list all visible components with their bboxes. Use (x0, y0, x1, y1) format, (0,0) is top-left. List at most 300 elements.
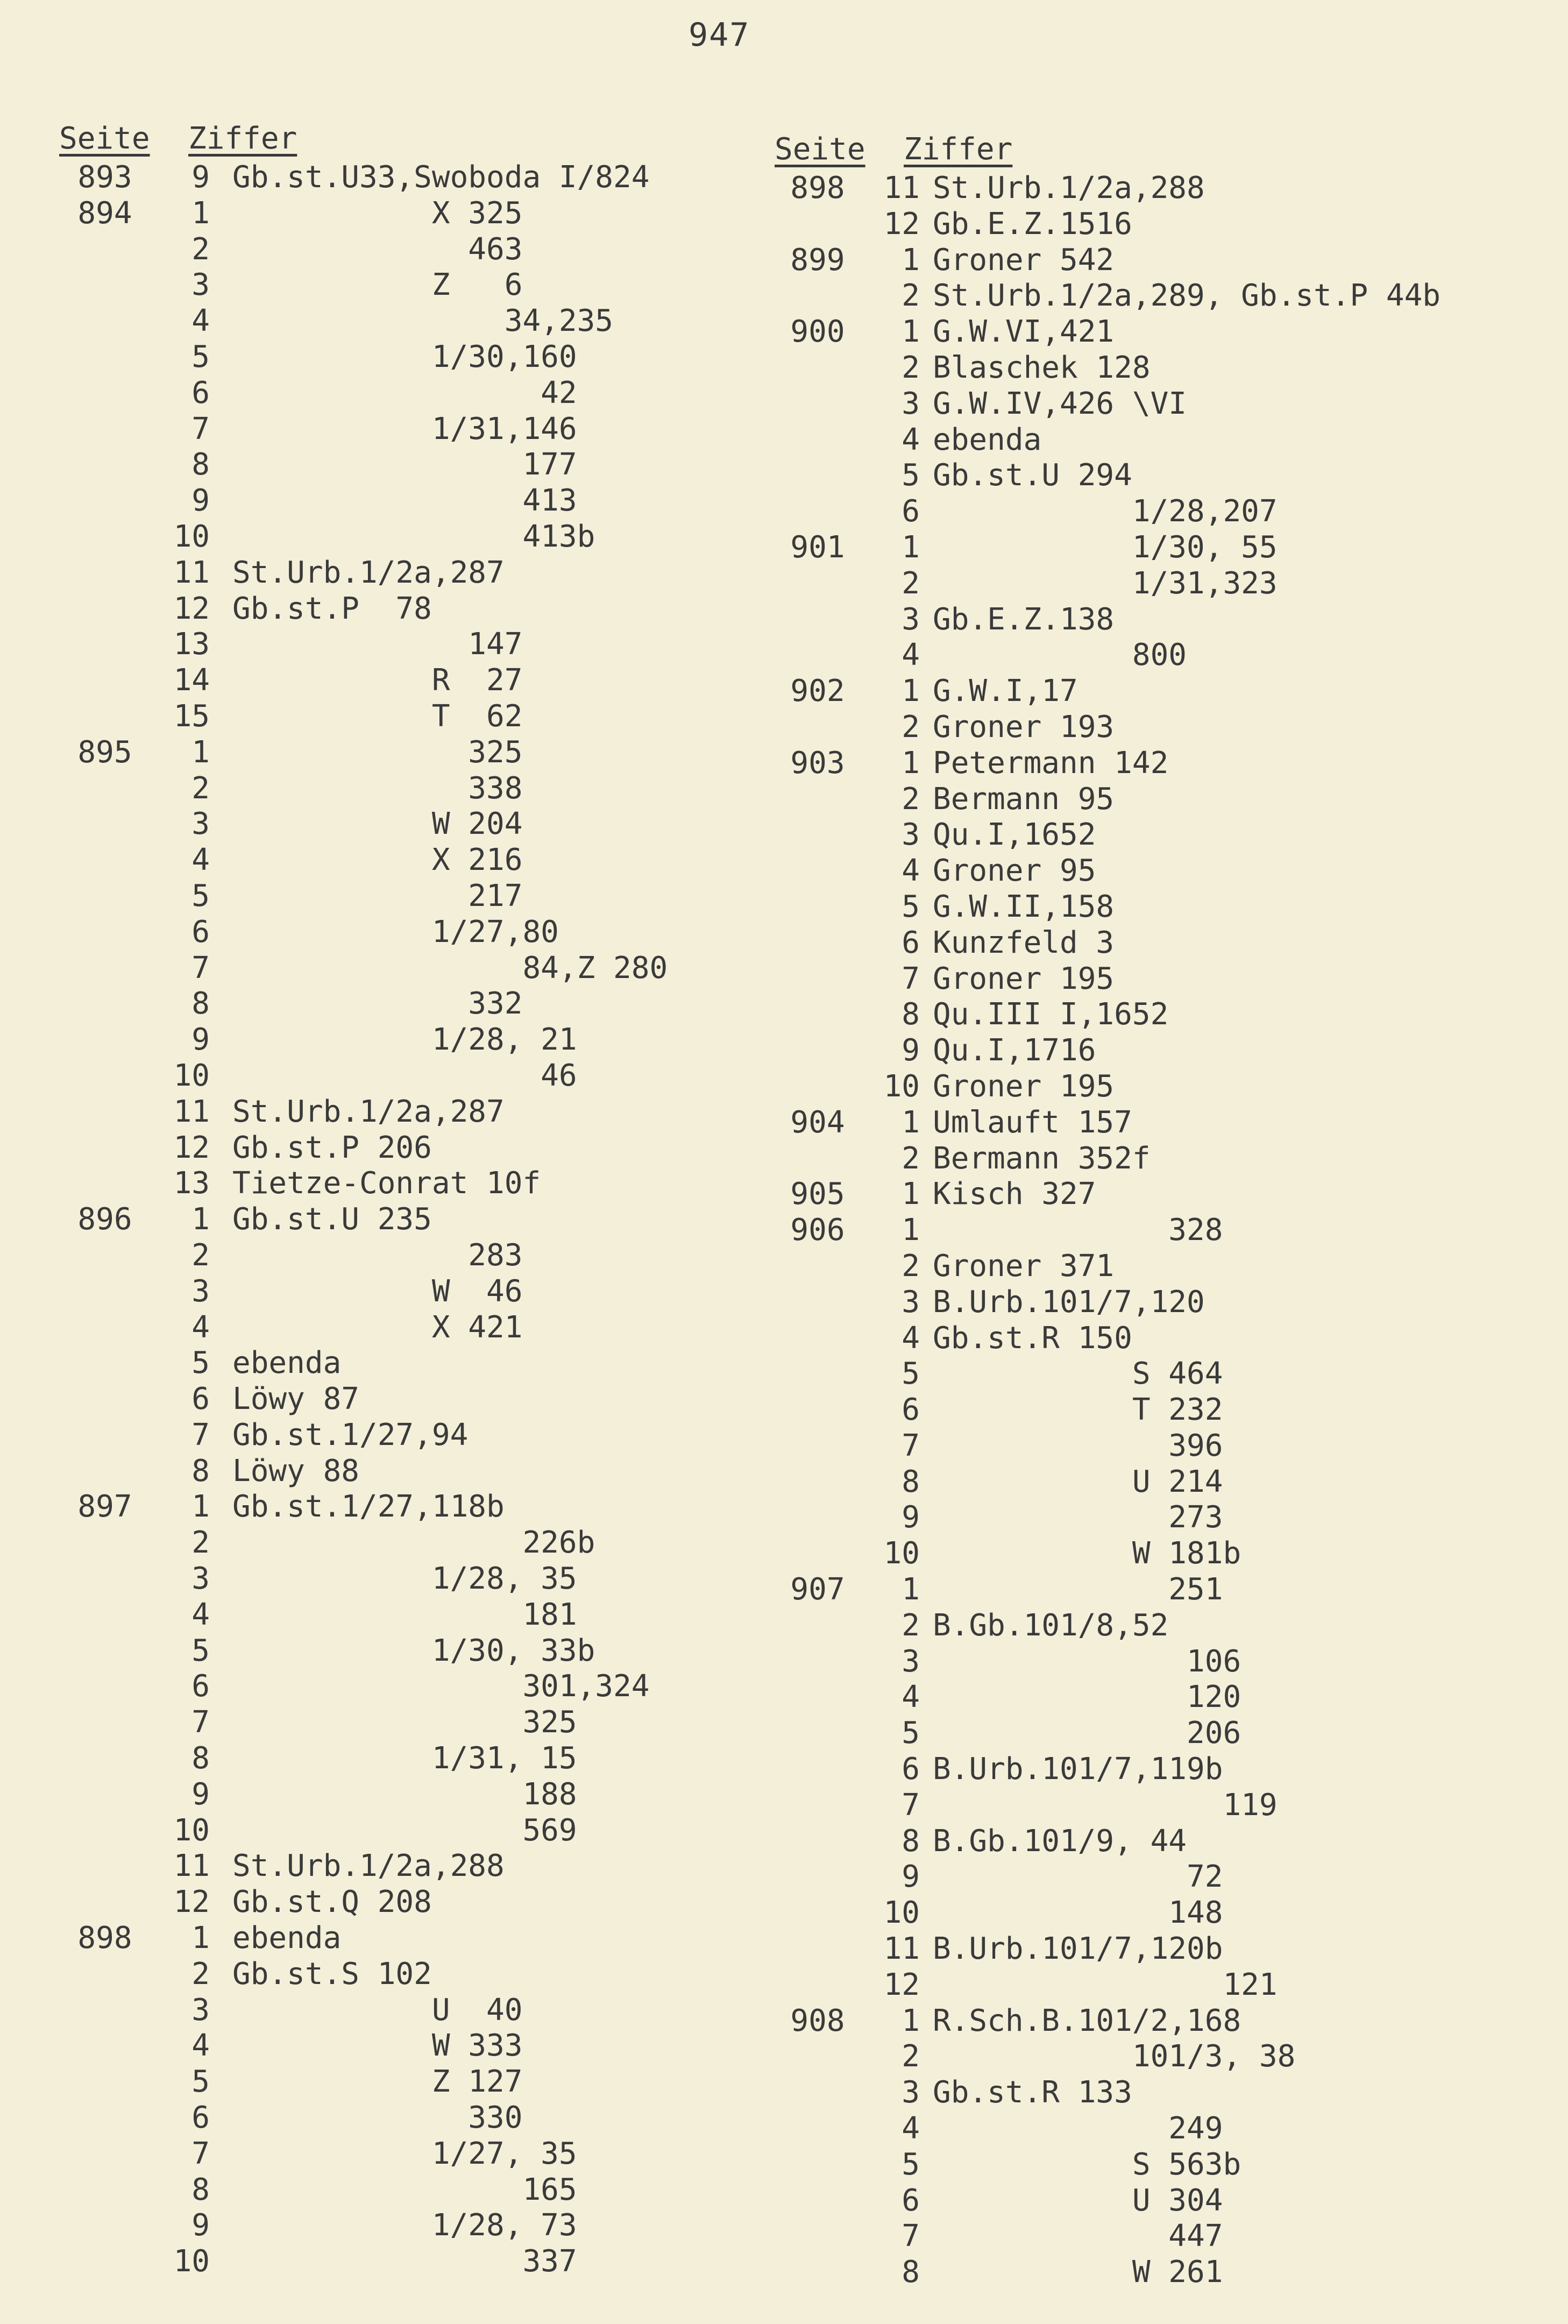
left-column-header (59, 121, 668, 160)
ziffer-cell: 13 (173, 627, 210, 662)
ziffer-cell: 7 (902, 1428, 920, 1463)
index-row (775, 1033, 1441, 1069)
ziffer-cell: 6 (902, 1392, 920, 1428)
index-row (775, 2003, 1441, 2039)
entry-cell: G.W.IV,426 \VI (933, 386, 1187, 421)
ziffer-cell: 8 (191, 1453, 210, 1489)
ziffer-cell: 8 (191, 986, 210, 1022)
entry-cell: X 325 (232, 195, 523, 231)
entry-cell: 1/30, 55 (933, 529, 1278, 565)
ziffer-cell: 10 (173, 1812, 210, 1848)
index-row (775, 1859, 1441, 1895)
header-seite: Seite (59, 121, 150, 156)
ziffer-cell: 1 (902, 1213, 920, 1248)
entry-cell: 328 (933, 1213, 1223, 1248)
entry-cell: ebenda (232, 1345, 342, 1381)
index-row (775, 1572, 1441, 1608)
ziffer-cell: 6 (191, 375, 210, 410)
index-row (775, 1428, 1441, 1464)
ziffer-cell: 2 (902, 278, 920, 314)
right-rows (775, 171, 1441, 2291)
entry-cell: 413b (232, 519, 595, 554)
index-row (775, 278, 1441, 314)
ziffer-cell: 3 (191, 1992, 210, 2028)
ziffer-cell: 6 (191, 1669, 210, 1704)
index-row (59, 1525, 668, 1561)
ziffer-cell: 13 (173, 1166, 210, 1201)
entry-cell: Gb.st.U 294 (933, 458, 1132, 493)
index-row (59, 2172, 668, 2208)
index-row (775, 1967, 1441, 2003)
ziffer-cell: 1 (902, 1177, 920, 1212)
ziffer-cell: 12 (883, 206, 920, 242)
index-row (59, 1454, 668, 1490)
ziffer-cell: 9 (902, 1033, 920, 1068)
ziffer-cell: 4 (191, 1597, 210, 1632)
header-ziffer: Ziffer (904, 132, 1013, 167)
ziffer-cell: 5 (902, 1716, 920, 1751)
index-row (775, 1213, 1441, 1249)
index-row (775, 2111, 1441, 2147)
entry-cell: Groner 195 (933, 1068, 1115, 1104)
ziffer-cell: 8 (902, 997, 920, 1032)
index-row (59, 663, 668, 699)
entry-cell: Gb.st.U 235 (232, 1202, 432, 1237)
index-row (59, 1633, 668, 1669)
entry-cell: Gb.st.Q 208 (232, 1884, 432, 1920)
index-row (59, 375, 668, 412)
ziffer-cell: 8 (191, 2172, 210, 2207)
entry-cell: Gb.st.S 102 (232, 1956, 432, 1992)
index-row (775, 1644, 1441, 1680)
ziffer-cell: 6 (902, 494, 920, 529)
index-row (775, 817, 1441, 853)
ziffer-cell: 1 (902, 529, 920, 565)
entry-cell: Qu.I,1716 (933, 1033, 1096, 1068)
entry-cell: Gb.st.U33,Swoboda I/824 (232, 160, 650, 195)
entry-cell: 283 (232, 1237, 523, 1273)
index-row (59, 1022, 668, 1058)
entry-cell: 101/3, 38 (933, 2039, 1296, 2074)
entry-cell: St.Urb.1/2a,288 (933, 171, 1205, 206)
index-row (59, 2028, 668, 2064)
index-row (59, 1561, 668, 1597)
ziffer-cell: 4 (902, 1680, 920, 1715)
ziffer-cell: 1 (902, 1572, 920, 1607)
ziffer-cell: 1 (191, 1202, 210, 1237)
index-row (59, 1921, 668, 1957)
ziffer-cell: 6 (191, 1381, 210, 1417)
ziffer-cell: 12 (173, 591, 210, 626)
index-row (59, 2244, 668, 2280)
entry-cell: X 216 (232, 842, 523, 878)
ziffer-cell: 2 (902, 1607, 920, 1643)
entry-cell: U 40 (232, 1992, 523, 2028)
index-row (59, 160, 668, 196)
ziffer-cell: 7 (191, 950, 210, 986)
index-row (775, 2075, 1441, 2111)
entry-cell: Bermann 352f (933, 1140, 1151, 1176)
ziffer-cell: 7 (191, 411, 210, 447)
index-row (775, 2219, 1441, 2255)
seite-cell: 895 (77, 734, 132, 770)
entry-cell: 396 (933, 1428, 1223, 1463)
index-row (775, 350, 1441, 386)
ziffer-cell: 5 (191, 339, 210, 374)
ziffer-cell: 1 (902, 674, 920, 709)
ziffer-cell: 5 (191, 2064, 210, 2100)
ziffer-cell: 2 (902, 1248, 920, 1284)
index-row (59, 1705, 668, 1741)
index-row (59, 2100, 668, 2136)
index-row (775, 1285, 1441, 1321)
entry-cell: 800 (933, 637, 1187, 673)
ziffer-cell: 8 (902, 2255, 920, 2290)
index-row (775, 458, 1441, 494)
index-row (59, 1058, 668, 1094)
entry-cell: Qu.III I,1652 (933, 997, 1169, 1032)
entry-cell: 463 (232, 231, 523, 267)
index-row (775, 1536, 1441, 1572)
ziffer-cell: 2 (191, 231, 210, 267)
seite-cell: 902 (790, 674, 845, 709)
ziffer-cell: 5 (191, 878, 210, 913)
entry-cell: Z 6 (232, 267, 523, 303)
index-row (59, 267, 668, 303)
index-row (59, 1094, 668, 1130)
index-row (59, 1884, 668, 1921)
index-row (775, 1356, 1441, 1392)
entry-cell: B.Urb.101/7,119b (933, 1752, 1223, 1787)
ziffer-cell: 11 (173, 555, 210, 590)
ziffer-cell: 5 (902, 458, 920, 493)
index-row (775, 1752, 1441, 1788)
entry-cell: 413 (232, 483, 577, 519)
entry-cell: 273 (933, 1500, 1223, 1535)
index-row (775, 314, 1441, 350)
index-row (775, 1716, 1441, 1752)
index-row (59, 878, 668, 915)
seite-cell: 907 (790, 1572, 845, 1607)
entry-cell: S 563b (933, 2146, 1241, 2182)
ziffer-cell: 1 (191, 1489, 210, 1525)
ziffer-cell: 9 (191, 2208, 210, 2243)
entry-cell: Gb.st.1/27,118b (232, 1489, 505, 1525)
index-row (59, 303, 668, 339)
index-row (59, 2136, 668, 2172)
index-row (59, 1166, 668, 1202)
ziffer-cell: 10 (883, 1068, 920, 1104)
index-row (59, 1489, 668, 1525)
ziffer-cell: 6 (191, 2100, 210, 2136)
entry-cell: U 214 (933, 1464, 1223, 1499)
ziffer-cell: 2 (902, 565, 920, 601)
ziffer-cell: 10 (883, 1895, 920, 1931)
ziffer-cell: 2 (191, 1525, 210, 1561)
ziffer-cell: 4 (191, 2028, 210, 2064)
ziffer-cell: 2 (902, 1140, 920, 1176)
entry-cell: 206 (933, 1716, 1241, 1751)
entry-cell: 249 (933, 2111, 1223, 2146)
index-row (59, 627, 668, 663)
entry-cell: 120 (933, 1680, 1241, 1715)
entry-cell: 1/28, 21 (232, 1022, 577, 1058)
index-row (59, 1202, 668, 1238)
seite-cell: 905 (790, 1177, 845, 1212)
index-row (775, 925, 1441, 961)
ziffer-cell: 4 (902, 2111, 920, 2146)
entry-cell: 119 (933, 1787, 1278, 1823)
index-row (775, 1141, 1441, 1177)
ziffer-cell: 5 (902, 1356, 920, 1392)
entry-cell: 177 (232, 447, 577, 483)
entry-cell: B.Urb.101/7,120b (933, 1931, 1223, 1967)
index-row (775, 1392, 1441, 1428)
ziffer-cell: 9 (191, 160, 210, 195)
entry-cell: St.Urb.1/2a,289, Gb.st.P 44b (933, 278, 1441, 314)
entry-cell: 332 (232, 986, 523, 1022)
index-row (59, 1848, 668, 1884)
ziffer-cell: 8 (191, 447, 210, 483)
ziffer-cell: 7 (902, 1787, 920, 1823)
ziffer-cell: 3 (902, 1643, 920, 1679)
ziffer-cell: 12 (173, 1884, 210, 1920)
index-row (775, 961, 1441, 997)
ziffer-cell: 3 (191, 806, 210, 842)
seite-cell: 894 (77, 195, 132, 231)
ziffer-cell: 1 (902, 2003, 920, 2038)
ziffer-cell: 4 (191, 842, 210, 878)
seite-cell: 899 (790, 242, 845, 278)
ziffer-cell: 9 (902, 1500, 920, 1535)
ziffer-cell: 6 (191, 914, 210, 950)
entry-cell: 165 (232, 2172, 577, 2207)
ziffer-cell: 6 (902, 925, 920, 960)
index-row (59, 1669, 668, 1705)
ziffer-cell: 7 (902, 961, 920, 996)
entry-cell: 84,Z 280 (232, 950, 668, 986)
index-row (59, 1418, 668, 1454)
entry-cell: Groner 371 (933, 1248, 1115, 1284)
index-row (775, 997, 1441, 1033)
index-row (775, 674, 1441, 710)
index-row (59, 555, 668, 591)
ziffer-cell: 4 (191, 303, 210, 339)
index-row (775, 1824, 1441, 1860)
entry-cell: 1/30,160 (232, 339, 577, 374)
entry-cell: 1/27,80 (232, 914, 559, 950)
entry-cell: ebenda (933, 422, 1042, 457)
index-row (59, 1381, 668, 1418)
entry-cell: G.W.VI,421 (933, 314, 1115, 350)
index-row (59, 806, 668, 842)
index-row (775, 422, 1441, 458)
index-row (59, 1130, 668, 1166)
entry-cell: W 46 (232, 1273, 523, 1309)
ziffer-cell: 10 (883, 1536, 920, 1571)
ziffer-cell: 8 (902, 1464, 920, 1499)
entry-cell: Gb.E.Z.138 (933, 601, 1115, 637)
index-row (59, 412, 668, 448)
entry-cell: Gb.st.R 133 (933, 2075, 1132, 2110)
index-row (775, 853, 1441, 889)
entry-cell: 1/27, 35 (232, 2136, 577, 2171)
ziffer-cell: 2 (902, 350, 920, 385)
seite-cell: 898 (77, 1921, 132, 1956)
left-rows (59, 160, 668, 2280)
index-row (775, 530, 1441, 566)
index-row (775, 1895, 1441, 1931)
ziffer-cell: 4 (902, 1320, 920, 1356)
entry-cell: Petermann 142 (933, 745, 1169, 781)
entry-cell: S 464 (933, 1356, 1223, 1392)
ziffer-cell: 5 (902, 889, 920, 924)
ziffer-cell: 3 (902, 386, 920, 421)
entry-cell: X 421 (232, 1309, 523, 1345)
ziffer-cell: 11 (883, 171, 920, 206)
seite-cell: 898 (790, 171, 845, 206)
ziffer-cell: 2 (902, 2039, 920, 2074)
entry-cell: Groner 195 (933, 961, 1115, 996)
index-row (775, 889, 1441, 925)
ziffer-cell: 2 (191, 1237, 210, 1273)
ziffer-cell: 8 (191, 1741, 210, 1776)
entry-cell: 337 (232, 2244, 577, 2279)
entry-cell: 148 (933, 1895, 1223, 1931)
entry-cell: 1/28, 35 (232, 1561, 577, 1597)
index-row (775, 602, 1441, 638)
ziffer-cell: 1 (902, 1104, 920, 1140)
ziffer-cell: 5 (191, 1633, 210, 1668)
index-row (775, 1069, 1441, 1105)
entry-cell: 147 (232, 627, 523, 662)
seite-cell: 897 (77, 1489, 132, 1525)
entry-cell: 1/28, 73 (232, 2208, 577, 2243)
ziffer-cell: 1 (191, 195, 210, 231)
entry-cell: 325 (232, 734, 523, 770)
index-row (59, 1597, 668, 1633)
ziffer-cell: 10 (173, 519, 210, 554)
index-row (775, 2255, 1441, 2291)
entry-cell: Qu.I,1652 (933, 817, 1096, 853)
entry-cell: 226b (232, 1525, 595, 1561)
entry-cell: 46 (232, 1058, 577, 1093)
ziffer-cell: 1 (191, 1921, 210, 1956)
header-seite: Seite (775, 132, 865, 167)
entry-cell: Tietze-Conrat 10f (232, 1166, 541, 1201)
index-row (775, 243, 1441, 279)
index-row (59, 1741, 668, 1777)
index-row (775, 2147, 1441, 2183)
entry-cell: W 333 (232, 2028, 523, 2064)
ziffer-cell: 1 (902, 745, 920, 781)
index-row (59, 591, 668, 627)
ziffer-cell: 9 (191, 483, 210, 519)
entry-cell: 34,235 (232, 303, 614, 339)
entry-cell: Z 127 (232, 2064, 523, 2100)
entry-cell: St.Urb.1/2a,287 (232, 1094, 505, 1129)
entry-cell: R 27 (232, 663, 523, 698)
ziffer-cell: 3 (902, 1284, 920, 1320)
entry-cell: 188 (232, 1776, 577, 1812)
seite-cell: 906 (790, 1213, 845, 1248)
index-row (59, 2064, 668, 2100)
ziffer-cell: 2 (191, 1956, 210, 1992)
index-row (775, 1500, 1441, 1536)
index-row (775, 1249, 1441, 1285)
entry-cell: Groner 95 (933, 853, 1096, 889)
ziffer-cell: 11 (173, 1848, 210, 1884)
index-row (59, 699, 668, 735)
index-row (59, 1310, 668, 1346)
seite-cell: 903 (790, 745, 845, 781)
seite-cell: 904 (790, 1104, 845, 1140)
right-column-header (775, 132, 1441, 171)
index-row (59, 1777, 668, 1813)
left-column (59, 121, 668, 2280)
index-row (59, 339, 668, 375)
entry-cell: 181 (232, 1597, 577, 1632)
ziffer-cell: 4 (191, 1309, 210, 1345)
entry-cell: St.Urb.1/2a,287 (232, 555, 505, 590)
ziffer-cell: 4 (902, 637, 920, 673)
entry-cell: W 261 (933, 2255, 1223, 2290)
entry-cell: G.W.II,158 (933, 889, 1115, 924)
index-row (775, 637, 1441, 674)
index-row (775, 566, 1441, 602)
index-row (775, 386, 1441, 422)
entry-cell: Kisch 327 (933, 1177, 1096, 1212)
entry-cell: 72 (933, 1859, 1223, 1895)
seite-cell: 908 (790, 2003, 845, 2038)
index-row (775, 1608, 1441, 1644)
entry-cell: ebenda (232, 1921, 342, 1956)
ziffer-cell: 10 (173, 2244, 210, 2279)
ziffer-cell: 3 (191, 1273, 210, 1309)
index-row (59, 1345, 668, 1381)
ziffer-cell: 14 (173, 663, 210, 698)
entry-cell: Löwy 88 (232, 1453, 360, 1489)
ziffer-cell: 3 (902, 817, 920, 853)
entry-cell: 106 (933, 1643, 1241, 1679)
ziffer-cell: 2 (902, 781, 920, 817)
entry-cell: T 232 (933, 1392, 1223, 1428)
entry-cell: B.Gb.101/9, 44 (933, 1823, 1187, 1859)
ziffer-cell: 3 (902, 601, 920, 637)
entry-cell: 1/30, 33b (232, 1633, 595, 1668)
ziffer-cell: 9 (191, 1022, 210, 1058)
entry-cell: Blaschek 128 (933, 350, 1151, 385)
page-number: 947 (689, 16, 750, 54)
entry-cell: 325 (232, 1705, 577, 1740)
entry-cell: W 204 (232, 806, 523, 842)
ziffer-cell: 7 (902, 2219, 920, 2254)
ziffer-cell: 2 (191, 770, 210, 806)
ziffer-cell: 11 (883, 1931, 920, 1967)
ziffer-cell: 1 (902, 242, 920, 278)
ziffer-cell: 4 (902, 853, 920, 889)
entry-cell: 1/31,323 (933, 565, 1278, 601)
ziffer-cell: 3 (191, 1561, 210, 1597)
index-row (775, 1680, 1441, 1716)
entry-cell: 569 (232, 1812, 577, 1848)
entry-cell: Groner 193 (933, 709, 1115, 745)
ziffer-cell: 6 (902, 2183, 920, 2218)
index-row (59, 2208, 668, 2244)
right-column (775, 132, 1441, 2291)
ziffer-cell: 9 (191, 1776, 210, 1812)
index-row (59, 771, 668, 807)
